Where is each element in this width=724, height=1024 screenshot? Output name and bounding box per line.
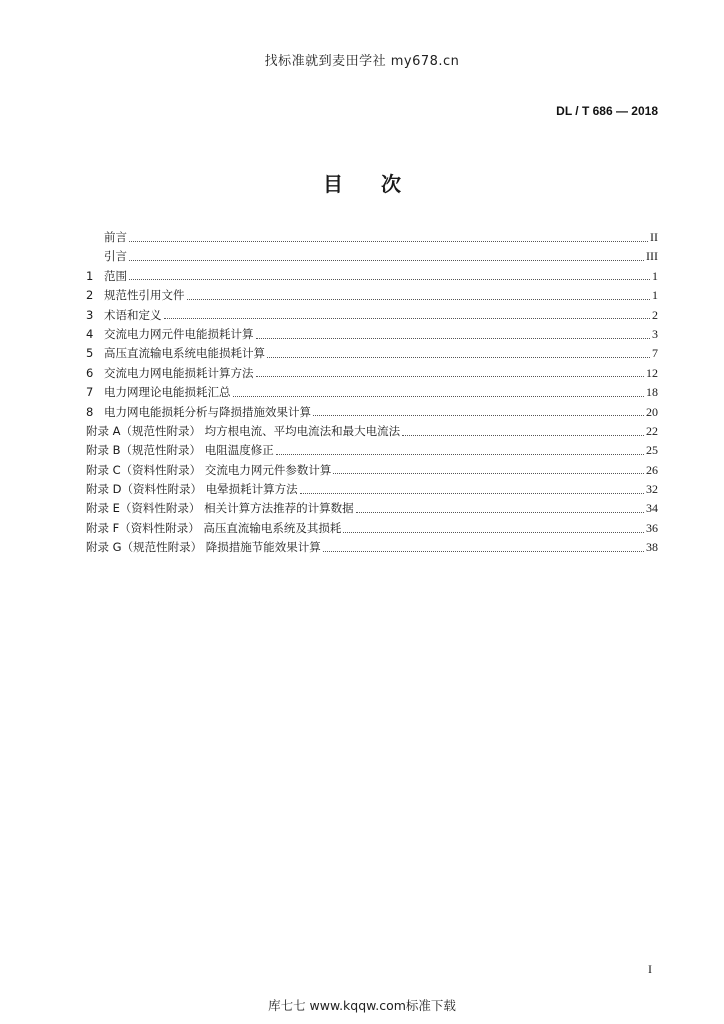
- toc-entry-number: 1: [86, 268, 94, 283]
- toc-leader-dots: [129, 240, 648, 242]
- toc-entry-title: 术语和定义: [104, 307, 162, 322]
- toc-entry-title: 附录 E（资料性附录） 相关计算方法推荐的计算数据: [86, 501, 354, 516]
- toc-entry-number: 4: [86, 326, 94, 341]
- toc-entry[interactable]: [86, 247, 658, 266]
- toc-entry-page: 38: [646, 540, 658, 555]
- toc-entry[interactable]: [86, 519, 658, 538]
- toc-entry[interactable]: [86, 403, 658, 422]
- toc-entry-page: 7: [652, 346, 658, 361]
- toc-leader-dots: [187, 298, 651, 300]
- toc-title: 目次: [323, 172, 439, 196]
- toc-entry-title: 交流电力网电能损耗计算方法: [104, 365, 254, 380]
- toc-entry-title: 附录 F（资料性附录） 高压直流输电系统及其损耗: [86, 520, 342, 535]
- toc-leader-dots: [402, 434, 644, 436]
- toc-leader-dots: [343, 531, 644, 533]
- table-of-contents: [86, 228, 658, 558]
- standard-code: DL / T 686 — 2018: [556, 104, 658, 118]
- toc-leader-dots: [276, 453, 644, 455]
- toc-entry-page: 20: [646, 404, 658, 419]
- toc-entry-number: 8: [86, 404, 94, 419]
- toc-leader-dots: [323, 550, 644, 552]
- toc-entry-title: 范围: [104, 268, 127, 283]
- toc-entry-title: 附录 D（资料性附录） 电晕损耗计算方法: [86, 482, 298, 497]
- toc-entry[interactable]: [86, 383, 658, 402]
- toc-entry-title: 附录 A（规范性附录） 均方根电流、平均电流法和最大电流法: [86, 423, 401, 438]
- toc-entry-number: 2: [86, 288, 94, 303]
- toc-entry[interactable]: [86, 325, 658, 344]
- toc-entry-number: 5: [86, 346, 94, 361]
- toc-entry-title: 附录 B（规范性附录） 电阻温度修正: [86, 443, 274, 458]
- toc-entry-number: 7: [86, 385, 94, 400]
- toc-leader-dots: [333, 472, 644, 474]
- toc-leader-dots: [300, 492, 644, 494]
- toc-entry-title: 引言: [104, 249, 127, 264]
- toc-entry-number: 6: [86, 365, 94, 380]
- toc-entry-title: 电力网电能损耗分析与降损措施效果计算: [104, 404, 311, 419]
- toc-leader-dots: [129, 278, 650, 280]
- toc-entry[interactable]: [86, 499, 658, 518]
- toc-leader-dots: [256, 337, 651, 339]
- toc-entry-title: 电力网理论电能损耗汇总: [104, 385, 231, 400]
- toc-entry-page: 18: [646, 385, 658, 400]
- toc-entry-page: 22: [646, 423, 658, 438]
- toc-entry-page: 1: [652, 288, 658, 303]
- toc-leader-dots: [164, 317, 651, 319]
- toc-entry-title: 交流电力网元件电能损耗计算: [104, 326, 254, 341]
- toc-entry[interactable]: [86, 461, 658, 480]
- toc-entry-page: 3: [652, 326, 658, 341]
- toc-entry-title: 前言: [104, 230, 127, 244]
- toc-entry-page: III: [646, 249, 658, 264]
- toc-entry[interactable]: [86, 286, 658, 305]
- toc-leader-dots: [356, 511, 644, 513]
- page-number: I: [648, 962, 652, 976]
- toc-entry-title: 附录 C（资料性附录） 交流电力网元件参数计算: [86, 462, 332, 477]
- toc-entry[interactable]: [86, 364, 658, 383]
- toc-entry-page: 36: [646, 520, 658, 535]
- toc-entry-page: 2: [652, 307, 658, 322]
- toc-entry-page: 34: [646, 501, 658, 516]
- toc-entry-page: 12: [646, 365, 658, 380]
- watermark-top: 找标准就到麦田学社 my678.cn: [264, 54, 460, 69]
- toc-entry-title: 高压直流输电系统电能损耗计算: [104, 346, 265, 361]
- toc-entry[interactable]: [86, 441, 658, 460]
- toc-entry[interactable]: [86, 344, 658, 363]
- toc-leader-dots: [129, 259, 644, 261]
- toc-entry-page: II: [650, 230, 658, 244]
- toc-entry-page: 32: [646, 482, 658, 497]
- toc-entry-number: 3: [86, 307, 94, 322]
- toc-leader-dots: [313, 414, 644, 416]
- toc-entry-title: 附录 G（规范性附录） 降损措施节能效果计算: [86, 540, 321, 555]
- toc-entry-title: 规范性引用文件: [104, 288, 185, 303]
- toc-entry[interactable]: [86, 267, 658, 286]
- toc-entry[interactable]: [86, 480, 658, 499]
- toc-entry-page: 25: [646, 443, 658, 458]
- toc-entry-page: 1: [652, 268, 658, 283]
- toc-entry[interactable]: [86, 306, 658, 325]
- toc-leader-dots: [256, 375, 645, 377]
- toc-entry[interactable]: [86, 228, 658, 247]
- toc-entry[interactable]: [86, 538, 658, 557]
- watermark-bottom: 库七七 www.kqqw.com标准下载: [268, 998, 456, 1013]
- toc-leader-dots: [267, 356, 650, 358]
- toc-entry[interactable]: [86, 422, 658, 441]
- toc-leader-dots: [233, 395, 645, 397]
- toc-entry-page: 26: [646, 462, 658, 477]
